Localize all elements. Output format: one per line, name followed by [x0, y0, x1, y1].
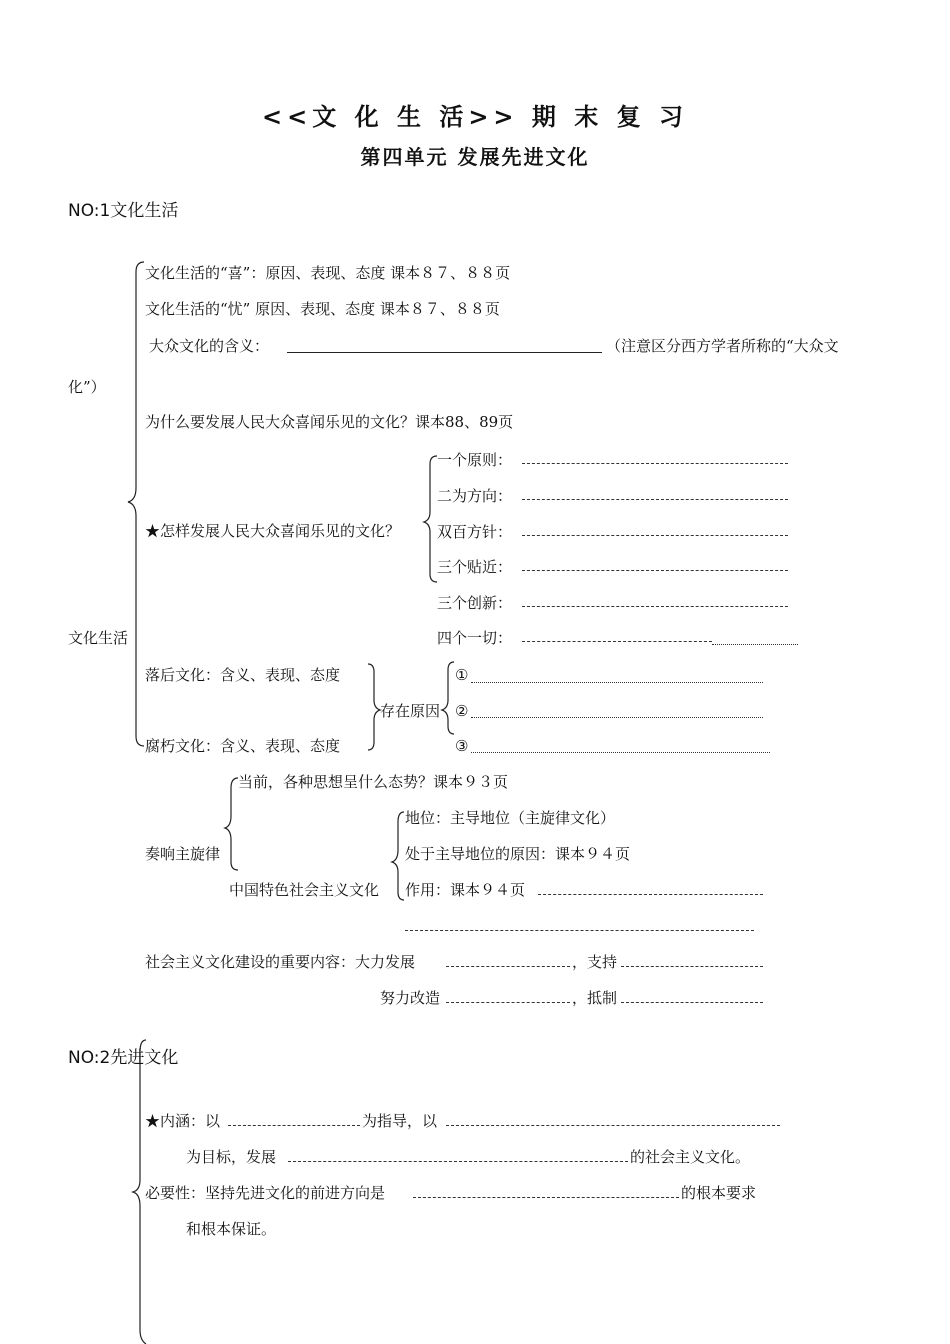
- necessity-c: 和根本保证。: [186, 1220, 277, 1238]
- mass-culture-note-cont: 化”）: [68, 378, 106, 396]
- how-item-6-blank-ext: [712, 644, 798, 645]
- how-item-6-blank[interactable]: [522, 641, 712, 642]
- decadent-culture: 腐朽文化：含义、表现、态度: [145, 737, 341, 755]
- how-item-3: 双百方针：: [437, 523, 513, 541]
- develop-blank[interactable]: [446, 966, 570, 967]
- page-subtitle: 第四单元 发展先进文化: [360, 145, 590, 169]
- connotation-b: 为指导，以: [362, 1112, 438, 1130]
- function-line: 作用：课本９４页: [405, 881, 526, 899]
- status-line: 地位：主导地位（主旋律文化）: [405, 809, 616, 827]
- section-2-heading: NO:2先进文化: [68, 1048, 179, 1068]
- reasons-label: 存在原因: [380, 702, 441, 720]
- connotation-c: 为目标，发展: [186, 1148, 277, 1166]
- section-1-heading: NO:1文化生活: [68, 201, 179, 221]
- how-item-5-blank[interactable]: [522, 606, 788, 607]
- joy-line: 文化生活的“喜”：原因、表现、态度 课本８７、８８页: [145, 264, 511, 282]
- how-item-5: 三个创新：: [437, 594, 513, 612]
- how-item-1: 一个原则：: [437, 451, 513, 469]
- mass-culture-note: （注意区分西方学者所称的“大众文: [606, 337, 839, 355]
- connotation-d: 的社会主义文化。: [630, 1148, 751, 1166]
- reason-3-blank[interactable]: [471, 752, 770, 753]
- status-reason-line: 处于主导地位的原因：课本９４页: [405, 845, 631, 863]
- connotation-a: ★内涵：以: [145, 1112, 221, 1130]
- root-label: 文化生活: [68, 629, 129, 647]
- necessity-b: 的根本要求: [681, 1184, 757, 1202]
- function-blank-1[interactable]: [538, 894, 763, 895]
- current-trend: 当前，各种思想呈什么态势？课本９３页: [238, 773, 509, 791]
- resist-blank[interactable]: [621, 1002, 763, 1003]
- how-item-4-blank[interactable]: [522, 570, 788, 571]
- why-question: 为什么要发展人民大众喜闻乐见的文化？课本88、89页: [145, 413, 514, 431]
- worry-line: 文化生活的“忧” 原因、表现、态度 课本８７、８８页: [145, 300, 500, 318]
- melody-label: 奏响主旋律: [145, 845, 221, 863]
- support-label: ，支持: [572, 953, 618, 971]
- necessity-a: 必要性：坚持先进文化的前进方向是: [145, 1184, 386, 1202]
- necessity-blank[interactable]: [413, 1197, 679, 1198]
- how-item-4: 三个贴近：: [437, 558, 513, 576]
- reason-2: ②: [455, 702, 469, 720]
- reform-label: 努力改造: [380, 989, 441, 1007]
- function-blank-2[interactable]: [405, 930, 754, 931]
- support-blank[interactable]: [621, 966, 763, 967]
- how-item-1-blank[interactable]: [522, 463, 788, 464]
- reason-3: ③: [455, 737, 469, 755]
- reason-1-blank[interactable]: [471, 682, 763, 683]
- connotation-blank-3[interactable]: [288, 1161, 628, 1162]
- connotation-blank-1[interactable]: [228, 1125, 360, 1126]
- how-question: ★怎样发展人民大众喜闻乐见的文化？: [145, 522, 401, 540]
- reason-2-blank[interactable]: [471, 717, 763, 718]
- how-item-2: 二为方向：: [437, 487, 513, 505]
- content-label: 社会主义文化建设的重要内容：大力发展: [145, 953, 416, 971]
- how-item-6: 四个一切：: [437, 629, 513, 647]
- resist-label: ，抵制: [572, 989, 618, 1007]
- reform-blank[interactable]: [446, 1002, 570, 1003]
- connotation-blank-2[interactable]: [446, 1125, 780, 1126]
- how-item-3-blank[interactable]: [522, 535, 788, 536]
- how-item-2-blank[interactable]: [522, 499, 788, 500]
- mass-culture-blank[interactable]: [287, 352, 602, 353]
- backward-culture: 落后文化：含义、表现、态度: [145, 666, 341, 684]
- mass-culture-label: 大众文化的含义：: [149, 337, 270, 355]
- page-title: <<文 化 生 活>> 期 末 复 习: [262, 102, 688, 131]
- socialist-culture-label: 中国特色社会主义文化: [229, 881, 380, 899]
- reason-1: ①: [455, 666, 469, 684]
